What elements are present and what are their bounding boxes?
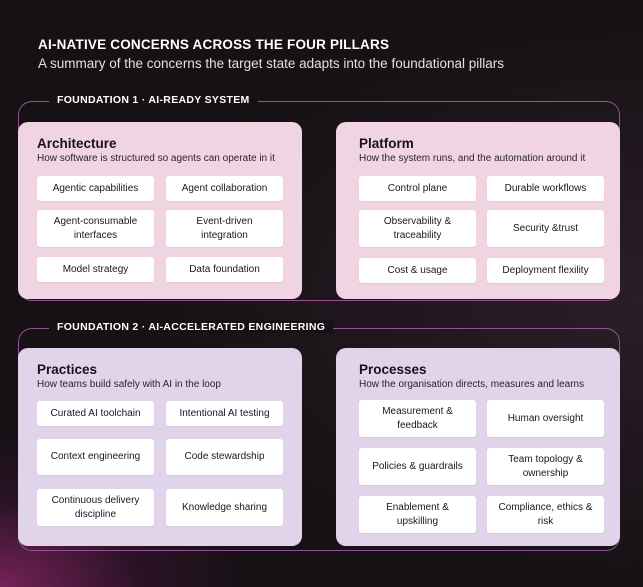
processes-subtitle: How the organisation directs, measures and learns [359, 379, 585, 390]
concern-chip: Code stewardship [166, 439, 283, 475]
concern-chip: Security &trust [487, 210, 604, 247]
concern-chip: Knowledge sharing [166, 489, 283, 526]
architecture-title: Architecture [37, 136, 117, 151]
concern-chip: Event-driven integration [166, 210, 283, 247]
concern-chip: Agent-consumable interfaces [37, 210, 154, 247]
concern-chip: Measurement & feedback [359, 400, 476, 437]
concern-chip: Human oversight [487, 400, 604, 437]
platform-card [336, 122, 620, 299]
concern-chip: Agentic capabilities [37, 176, 154, 201]
concern-chip: Observability & traceability [359, 210, 476, 247]
concern-chip: Model strategy [37, 257, 154, 282]
architecture-subtitle: How software is structured so agents can operate in it [37, 153, 275, 164]
concern-chip: Data foundation [166, 257, 283, 282]
architecture-card [18, 122, 302, 299]
concern-chip: Enablement & upskilling [359, 496, 476, 533]
page-subtitle: A summary of the concerns the target state adapts into the foundational pillars [38, 56, 505, 71]
concern-chip: Durable workflows [487, 176, 604, 201]
concern-chip: Curated AI toolchain [37, 401, 154, 426]
practices-title: Practices [37, 362, 98, 377]
foundation-1-label: FOUNDATION 1 · AI-READY SYSTEM [49, 94, 258, 106]
concern-chip: Control plane [359, 176, 476, 201]
concern-chip: Agent collaboration [166, 176, 283, 201]
concern-chip: Compliance, ethics & risk [487, 496, 604, 533]
concern-chip: Policies & guardrails [359, 448, 476, 485]
platform-title: Platform [359, 136, 414, 151]
practices-card [18, 348, 302, 546]
practices-subtitle: How teams build safely with AI in the loop [37, 379, 221, 390]
page-title: AI-NATIVE CONCERNS ACROSS THE FOUR PILLARS [38, 37, 390, 52]
processes-card [336, 348, 620, 546]
concern-chip: Team topology & ownership [487, 448, 604, 485]
concern-chip: Continuous delivery discipline [37, 489, 154, 526]
concern-chip: Context engineering [37, 439, 154, 475]
concern-chip: Intentional AI testing [166, 401, 283, 426]
platform-subtitle: How the system runs, and the automation around it [359, 153, 586, 164]
foundation-2-label: FOUNDATION 2 · AI-ACCELERATED ENGINEERING [49, 321, 333, 333]
concern-chip: Deployment flexility [487, 258, 604, 283]
processes-title: Processes [359, 362, 427, 377]
concern-chip: Cost & usage [359, 258, 476, 283]
